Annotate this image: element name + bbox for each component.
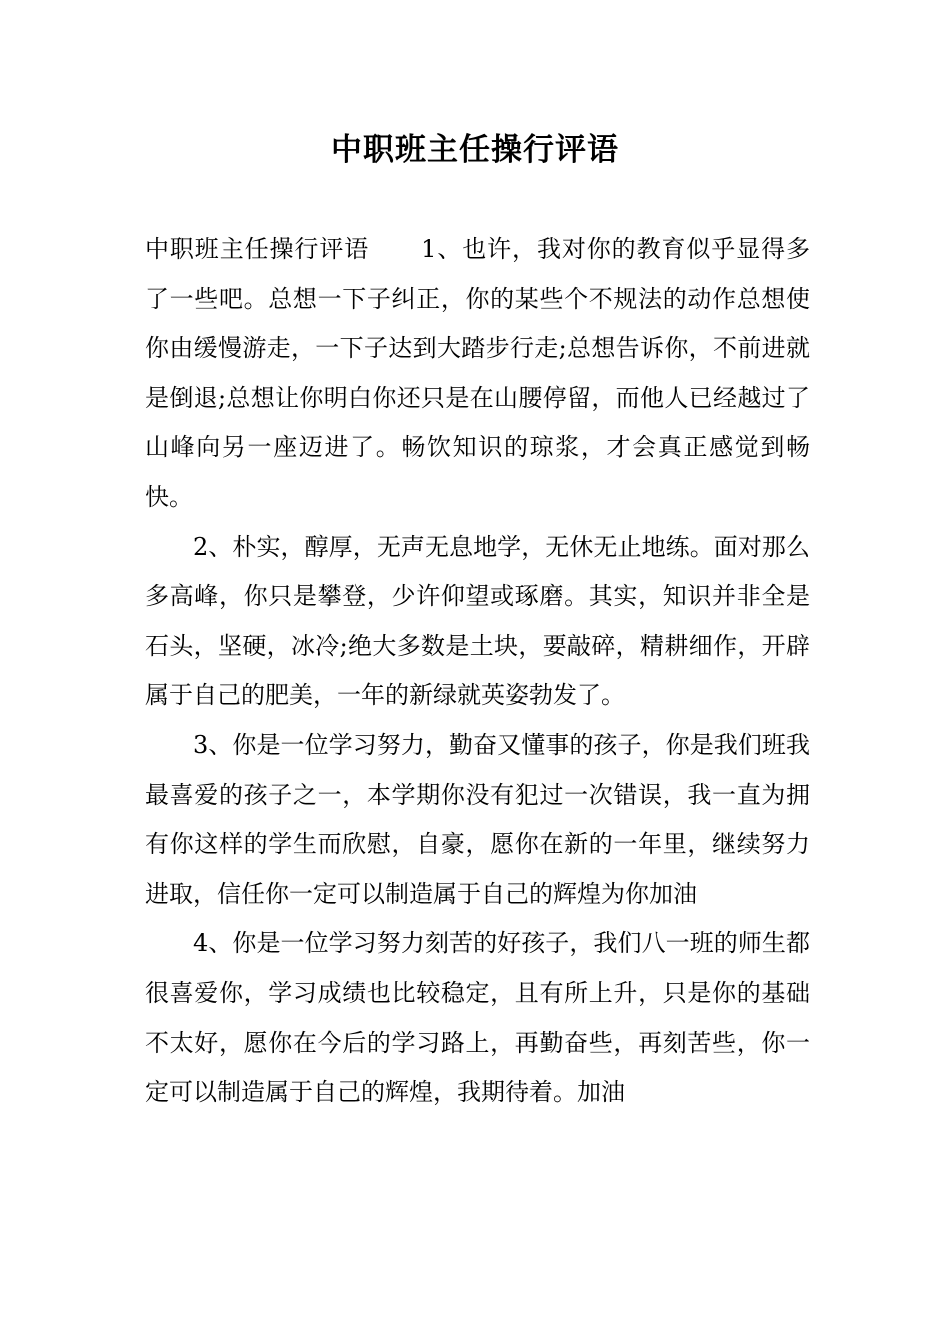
paragraph-1 [145,225,810,523]
paragraph-4: 4、你是一位学习努力刻苦的好孩子，我们八一班的师生都很喜爱你，学习成绩也比较稳定，且有所上升，只是你的基础不太好，愿你在今后的学习路上，再勤奋些，再刻苦些，你一定可以制造属于自己的辉煌，我期待着。加油 [145,929,810,1107]
paragraph-3: 3、你是一位学习努力，勤奋又懂事的孩子，你是我们班我最喜爱的孩子之一，本学期你没有犯过一次错误，我一直为拥有你这样的学生而欣慰，自豪，愿你在新的一年里，继续努力进取，信任你一定可以制造属于自己的辉煌为你加油 [145,730,810,908]
paragraph-2: 2、朴实，醇厚，无声无息地学，无休无止地练。面对那么多高峰，你只是攀登，少许仰望或琢磨。其实，知识并非全是石头，坚硬，冰冷;绝大多数是土块，要敲碎，精耕细作，开辟属于自己的肥美，一年的新绿就英姿勃发了。 [145,532,810,710]
document-body [145,225,810,1118]
intro-label: 中职班主任操行评语 [145,235,370,263]
paragraph-1-text: 1、也许，我对你的教育似乎显得多了一些吧。总想一下子纠正，你的某些个不规法的动作总想使你由缓慢游走，一下子达到大踏步行走;总想告诉你，不前进就是倒退;总想让你明白你还只是在山腰停留，而他人已经越过了山峰向另一座迈进了。畅饮知识的琼浆，才会真正感觉到畅快。 [145,235,810,511]
document-title: 中职班主任操行评语 [331,132,619,168]
